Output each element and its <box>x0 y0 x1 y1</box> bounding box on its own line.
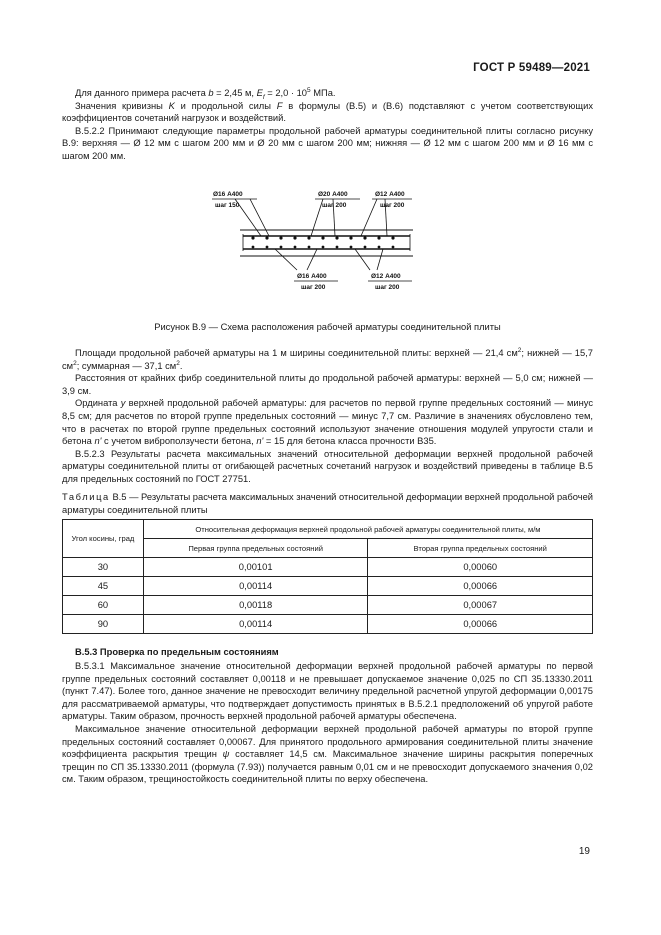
paragraph-curvature: Значения кривизны K и продольной силы F в формулы (В.5) и (В.6) подставляют с учетом соответствующих коэффициентов сочетаний нагрузок и воздействий. <box>62 100 594 124</box>
cell-first: 0,00114 <box>143 577 368 596</box>
header-first-group: Первая группа предельных состояний <box>143 539 368 558</box>
paragraph-distances: Расстояния от крайних фибр соединительной плиты до продольной рабочей арматуры: верхней — 5,0 см; нижней — 3,9 см. <box>62 373 593 396</box>
label-bottom-left-diameter: Ø16 А400 <box>297 273 327 280</box>
label-top-right-step: шаг 200 <box>380 202 405 209</box>
bottom-bars <box>252 246 395 249</box>
results-table <box>62 519 593 634</box>
cell-second: 0,00060 <box>368 558 593 577</box>
table-row <box>63 577 593 596</box>
cell-angle: 60 <box>63 596 144 615</box>
page-number: 19 <box>578 846 590 857</box>
label-top-left-diameter: Ø16 А400 <box>213 191 243 198</box>
label-bottom-right-diameter: Ø12 А400 <box>371 273 401 280</box>
label-top-mid-step: шаг 200 <box>322 202 347 209</box>
header-angle: Угол косины, град <box>63 520 144 558</box>
cell-second: 0,00066 <box>368 577 593 596</box>
reinforcement-diagram <box>205 186 445 290</box>
paragraph-second-group: Максимальное значение относительной деформации верхней продольной рабочей арматуры по второй группе предельных состояний составляет 0,00067. Для принятого продольного армирования соединительной плиты значение коэффициента раскрытия трещин ψ составляет 14,5 см. Максимальное значение ширины раскрытия поперечных трещин по СП 35.13330.2011 (формула (7.93)) получается равным 0,01 см и не превосходит допускаемого значения 0,02 см. Таким образом, трещиностойкость соединительной плиты по верху обеспечена. <box>62 723 594 785</box>
cell-first: 0,00114 <box>143 615 368 634</box>
label-top-mid-diameter: Ø20 А400 <box>318 191 348 198</box>
figure-caption: Рисунок В.9 — Схема расположения рабочей арматуры соединительной плиты <box>154 322 501 332</box>
paragraph-b531: В.5.3.1 Максимальное значение относительной деформации верхней продольной рабочей арматуры по первой группе предельных состояний составляет 0,00118 и не превышает допускаемое значение 0,025 по СП 35.13330.2011 (пункт 7.47). Более того, данное значение не превосходит величину предельной расчетной упругой деформации 0,00175 для рассматриваемой арматуры, что подтверждает допустимость принятых в В.5.2.1 предположений об упругой работе арматуры. Таким образом, прочность верхней продольной рабочей арматуры обеспечена. <box>62 661 593 722</box>
cell-first: 0,00118 <box>143 596 368 615</box>
paragraph-areas: Площади продольной рабочей арматуры на 1 м ширины соединительной плиты: верхней — 21,4 $см^2$; нижней — 15,7 $см^2$; суммарная — 37,1 $см^2$. <box>62 346 593 371</box>
label-top-left-step: шаг 150 <box>215 202 240 209</box>
table-row <box>63 615 593 634</box>
header-group: Относительная деформация верхней продольной рабочей арматуры соединительной плиты, м/м <box>143 520 592 539</box>
body-block <box>62 347 593 486</box>
intro-block <box>62 87 593 163</box>
cell-angle: 90 <box>63 615 144 634</box>
table-row <box>63 596 593 615</box>
document-header: ГОСТ Р 59489—2021 <box>473 62 590 74</box>
paragraph-b522: В.5.2.2 Принимают следующие параметры продольной рабочей арматуры соединительной плиты согласно рисунку В.9: верхняя — Ø 12 мм с шагом 200 мм и Ø 20 мм с шагом 200 мм; нижняя — Ø 12 мм с шагом 200 мм и Ø 16 мм с шагом 200 мм. <box>62 125 593 161</box>
label-bottom-left-step: шаг 200 <box>301 284 326 290</box>
header-second-group: Вторая группа предельных состояний <box>368 539 593 558</box>
bottom-leaders <box>275 249 383 270</box>
paragraph-example-params: Для данного примера расчета b = 2,45 м, $E_f = 2,0 \cdot 10^5$ МПа. <box>75 86 336 101</box>
top-bars <box>251 236 394 239</box>
label-bottom-right-step: шаг 200 <box>375 284 400 290</box>
cell-second: 0,00066 <box>368 615 593 634</box>
cell-first: 0,00101 <box>143 558 368 577</box>
table-caption: Таблица В.5 — Результаты расчета максимальных значений относительной деформации верхней продольной рабочей арматуры соединительной плиты <box>62 492 593 515</box>
section-title: В.5.3 Проверка по предельным состояниям <box>75 647 279 657</box>
cell-angle: 30 <box>63 558 144 577</box>
section-block <box>62 660 593 786</box>
cell-second: 0,00067 <box>368 596 593 615</box>
label-top-right-diameter: Ø12 А400 <box>375 191 405 198</box>
paragraph-b523: В.5.2.3 Результаты расчета максимальных значений относительной деформации верхней продольной рабочей арматуры соединительной плиты от огибающей расчетных сочетаний нагрузок и воздействий приведены в таблице В.5 для предельных состояний по ГОСТ 27751. <box>62 448 593 484</box>
table-row <box>63 558 593 577</box>
cell-angle: 45 <box>63 577 144 596</box>
paragraph-ordinate: Ордината y верхней продольной рабочей арматуры: для расчетов по первой группе предельных состояний — минус 8,5 см; для расчетов по второй группе предельных состояний — минус 7,7 см. Различие в значениях обусловлено тем, что в расчетах по второй группе предельных состояний используют значение отношения модулей упругости стали и бетона n' с учетом виброползучести бетона, n' = 15 для бетона класса прочности В35. <box>62 398 593 447</box>
